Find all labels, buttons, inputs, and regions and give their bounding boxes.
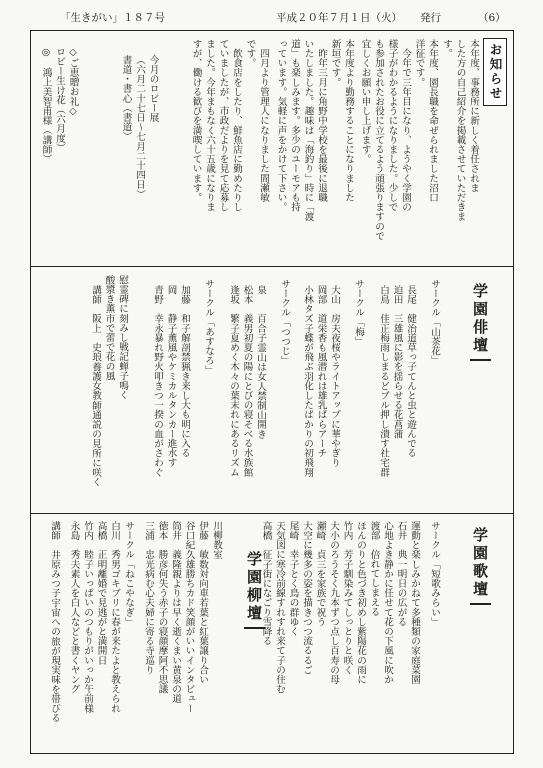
tanka-list: 運動と楽しみかねて多種類の家庭菜園 明日の広がる 石井 典一 心地よき静かに任せて花の下風に吹か れてしまえる 渡部 倍 ほんのりと色づき初めし紫陽花の雨に 馴染みてしっとりと咲く 竹内 芳子 大小のろうそく九本ずつ点し百寿の母 を家族で祝う 瀬崎 貞三 大空に幾多の姿を描きつつ流るるご とく鳥の群ゆく 尾崎 幸子 天気図に寒冷前線すれすれ来て子の住む 街になごり雪降る 高橋 征子 [259,521,421,743]
haiku-author: 加藤 和子 [179,285,190,333]
senryu-section-title: 学園柳壇 [244,551,265,629]
teacher-label: 講師 [49,521,60,541]
haiku-group-1 [377,275,418,500]
senryu-author: 永島 秀夫 [68,521,80,569]
tanka-item: 心地よき静かに任せて花の下風に吹か [382,521,393,685]
tanka-item: ほんのりと色づき初めし紫陽花の雨に [355,521,366,685]
senryu-author: 白川 秀男 [109,521,120,569]
haiku-author: 講師 阪上 史琅 [90,285,101,362]
divider-mid [31,513,513,514]
haiku-text: 霊山は女人禁制山開き [255,342,266,439]
thanks-name: 鴻上美智甫様（講師） [40,67,52,164]
haiku-author: 逢坂 繁子 [228,285,239,333]
senryu-text: 何失う赤子の寝顔摩阿不思議 [156,569,168,694]
senryu-author: 伊藤 敏数 [197,521,208,569]
haiku-circle-asunaro: サークル「あすなろ」 [203,279,214,375]
haiku-circle-ume: サークル「梅」 [353,279,364,347]
haiku-text: 夜桜やライトアップに華やぎり [329,333,340,468]
haiku-author: 大山 房夫 [329,285,340,333]
senryu-group-2 [67,521,121,743]
haiku-text: 解剖禁猟き来し大も明に入る [179,333,190,458]
haiku-group-3 [227,275,268,500]
senryu-text: 勝ちカド笑顔がいいインタビュー [183,569,195,713]
issue-date: 平成２０年７月１日（火） [276,12,402,24]
haiku-author: 岡 静子 [165,285,177,333]
haiku-group-5 [89,275,130,500]
senryu-author: 高橋 正明 [95,521,107,569]
teacher-name: 井原みつ子 [49,549,60,598]
haiku-author: 岡部 道栄 [315,285,327,333]
tanka-author: 石井 典一 [395,521,407,569]
tanka-author: 尾崎 幸子 [287,521,299,569]
haiku-text: 香も風潜れは雄乳ばらアーチ [315,333,327,458]
tanka-item: 大空に幾多の姿を描きつつ流るるご [301,521,312,675]
senryu-text: いっぱいのつもりがいっか午前様 [82,569,93,713]
notice-staff: 本年度より勤務することになりました 新垣です。 昨年三月に角野中学校を最後に退職 いたしました。趣味は「海釣り」時に「渡 道」も楽しみます。多少のユーモアも持 っています。気軽に声をかけて下さい。 [275,39,354,222]
haiku-text: 蝶が飛ぶ羽化したばかりの初飛翔 [302,333,313,477]
notice-manager: 四月より管理人になりました間瀬敏 です。 飲食店をしたり、鮮魚店に勤めたりし ていましたが、市政だよりを見て応募し ました。今年まもなく六十五歳になりま すが、働ける歓びを満喫しています。 [190,39,269,212]
senryu-text: 病む心夫婦に寄る寺巡り [143,569,154,675]
haiku-text: 初夏の陽にとびの寝そべる水族館 [241,333,253,477]
notice-title: お知らせ [483,38,507,106]
notice-intro: 本年度、事務所に新しく着任されま した方の自己紹介を掲載させていただきま す。 [441,39,479,222]
haiku-text: 慰霊碑に刻みし戦記蝉子鳴く [117,275,128,400]
haiku-text: 道草っ子てんと虫と遊んでる [405,333,416,458]
thanks-block: ◇ご恵贈お礼◇ ロビー生け花（六月度） ◎ 鴻上美智甫様（講師） [40,47,79,164]
haiku-text: 酸漿き薫市で蕾で花の風 [103,275,115,381]
haiku-group-2 [301,275,342,500]
senryu-author: 谷口紀久雄 [183,521,195,569]
haiku-author: 小林タズ子 [302,285,313,333]
haiku-circle-tsutsuji: サークル「つつじ」 [279,279,290,366]
senryu-closing [48,521,62,743]
divider-top [31,266,513,267]
haiku-author: 迫田 三雄 [391,285,403,333]
haiku-section-title: 学園俳壇 [470,283,491,361]
issue-number: 「生きがい」１８７号 [60,12,165,24]
senryu-author: 三浦 忠光 [143,521,154,569]
haiku-group-4 [151,275,192,500]
tanka-item: 天気図に寒冷前線すれすれ来て子の住む [274,521,285,694]
lobby-exhibit: 今月のロビー展 （六月二十七日～七月二十四日） 書道・書心（書道） [120,55,159,199]
tanka-author: 竹内 芳子 [341,521,353,569]
tanka-item: 大小のろうそく九本ずつ点し百寿の母 [328,521,339,685]
publisher-label: 発行 [420,12,441,24]
senryu-text: 対向車若葉と紅葉譲り合い [197,569,208,685]
haiku-text: 梅雨しまるどブル押し潰す社宅群 [378,333,389,477]
haiku-circle-sazanka: サークル「山茶花」 [429,279,440,366]
haiku-author: 青野 幸永 [152,285,163,333]
haiku-author: 長尾 健治 [405,285,416,333]
tanka-author: 瀬崎 貞三 [314,521,326,569]
thanks-mark: ◎ [40,47,52,58]
tanka-item: 運動と楽しみかねて多種類の家庭菜園 [409,521,420,685]
senryu-text: 親よりは早く逝くまい黄泉の道 [170,569,181,704]
tanka-section-title: 学園歌壇 [470,527,491,605]
senryu-text: 離婚で見逃がと満開日 [95,569,107,665]
haiku-author: 松本 義男 [241,285,253,333]
senryu-text: 素人を白人などと書くヤング [68,569,80,694]
haiku-author: 泉 百合子 [255,285,266,343]
senryu-text: ゴキブリに春が来たよと教えられ [109,569,120,713]
haiku-text: 暴れ野火叩きつ一揆の血がさわぐ [152,333,163,477]
tanka-author: 渡部 倍 [368,521,380,560]
senryu-author: 竹内 睦子 [82,521,93,569]
senryu-circle-nekoyanagi: サークル「ねこやなぎ」 [123,521,134,627]
tanka-author: 高橋 征子 [260,521,272,569]
senryu-group-1 [142,521,210,743]
senryu-author: 筒井 義隆 [170,521,181,569]
notice-director: 本年度、園長職を命ぜられました沼口 洋征です。 今年で三年目になり、ようやく学園の 様子がわかるようになりました。少しで も参加されたお役に立てるよう頑張りますので 宜しくお願い申し上げます。 [359,39,438,241]
haiku-text: 薫風やケミカルタンカー進水す [165,333,177,468]
senryu-author: 徳本 勝彦 [156,521,168,569]
haiku-author: 白鳥 佳正 [378,285,389,333]
haiku-text: 養護女教師通説の見所に咲く [90,361,101,487]
page-number: （6） [478,12,506,24]
senryu-text: 宇宙への旅が現実味を帯びる [49,597,60,723]
haiku-text: 夏めく木々の葉末れにあるリズム [228,333,239,477]
senryu-circle-class: 川柳教室 [211,521,222,560]
content-frame [30,30,514,754]
tanka-circle: サークル「短歌みらい」 [429,521,440,627]
haiku-text: 風に影を揺らせる花菖蒲 [391,333,403,439]
